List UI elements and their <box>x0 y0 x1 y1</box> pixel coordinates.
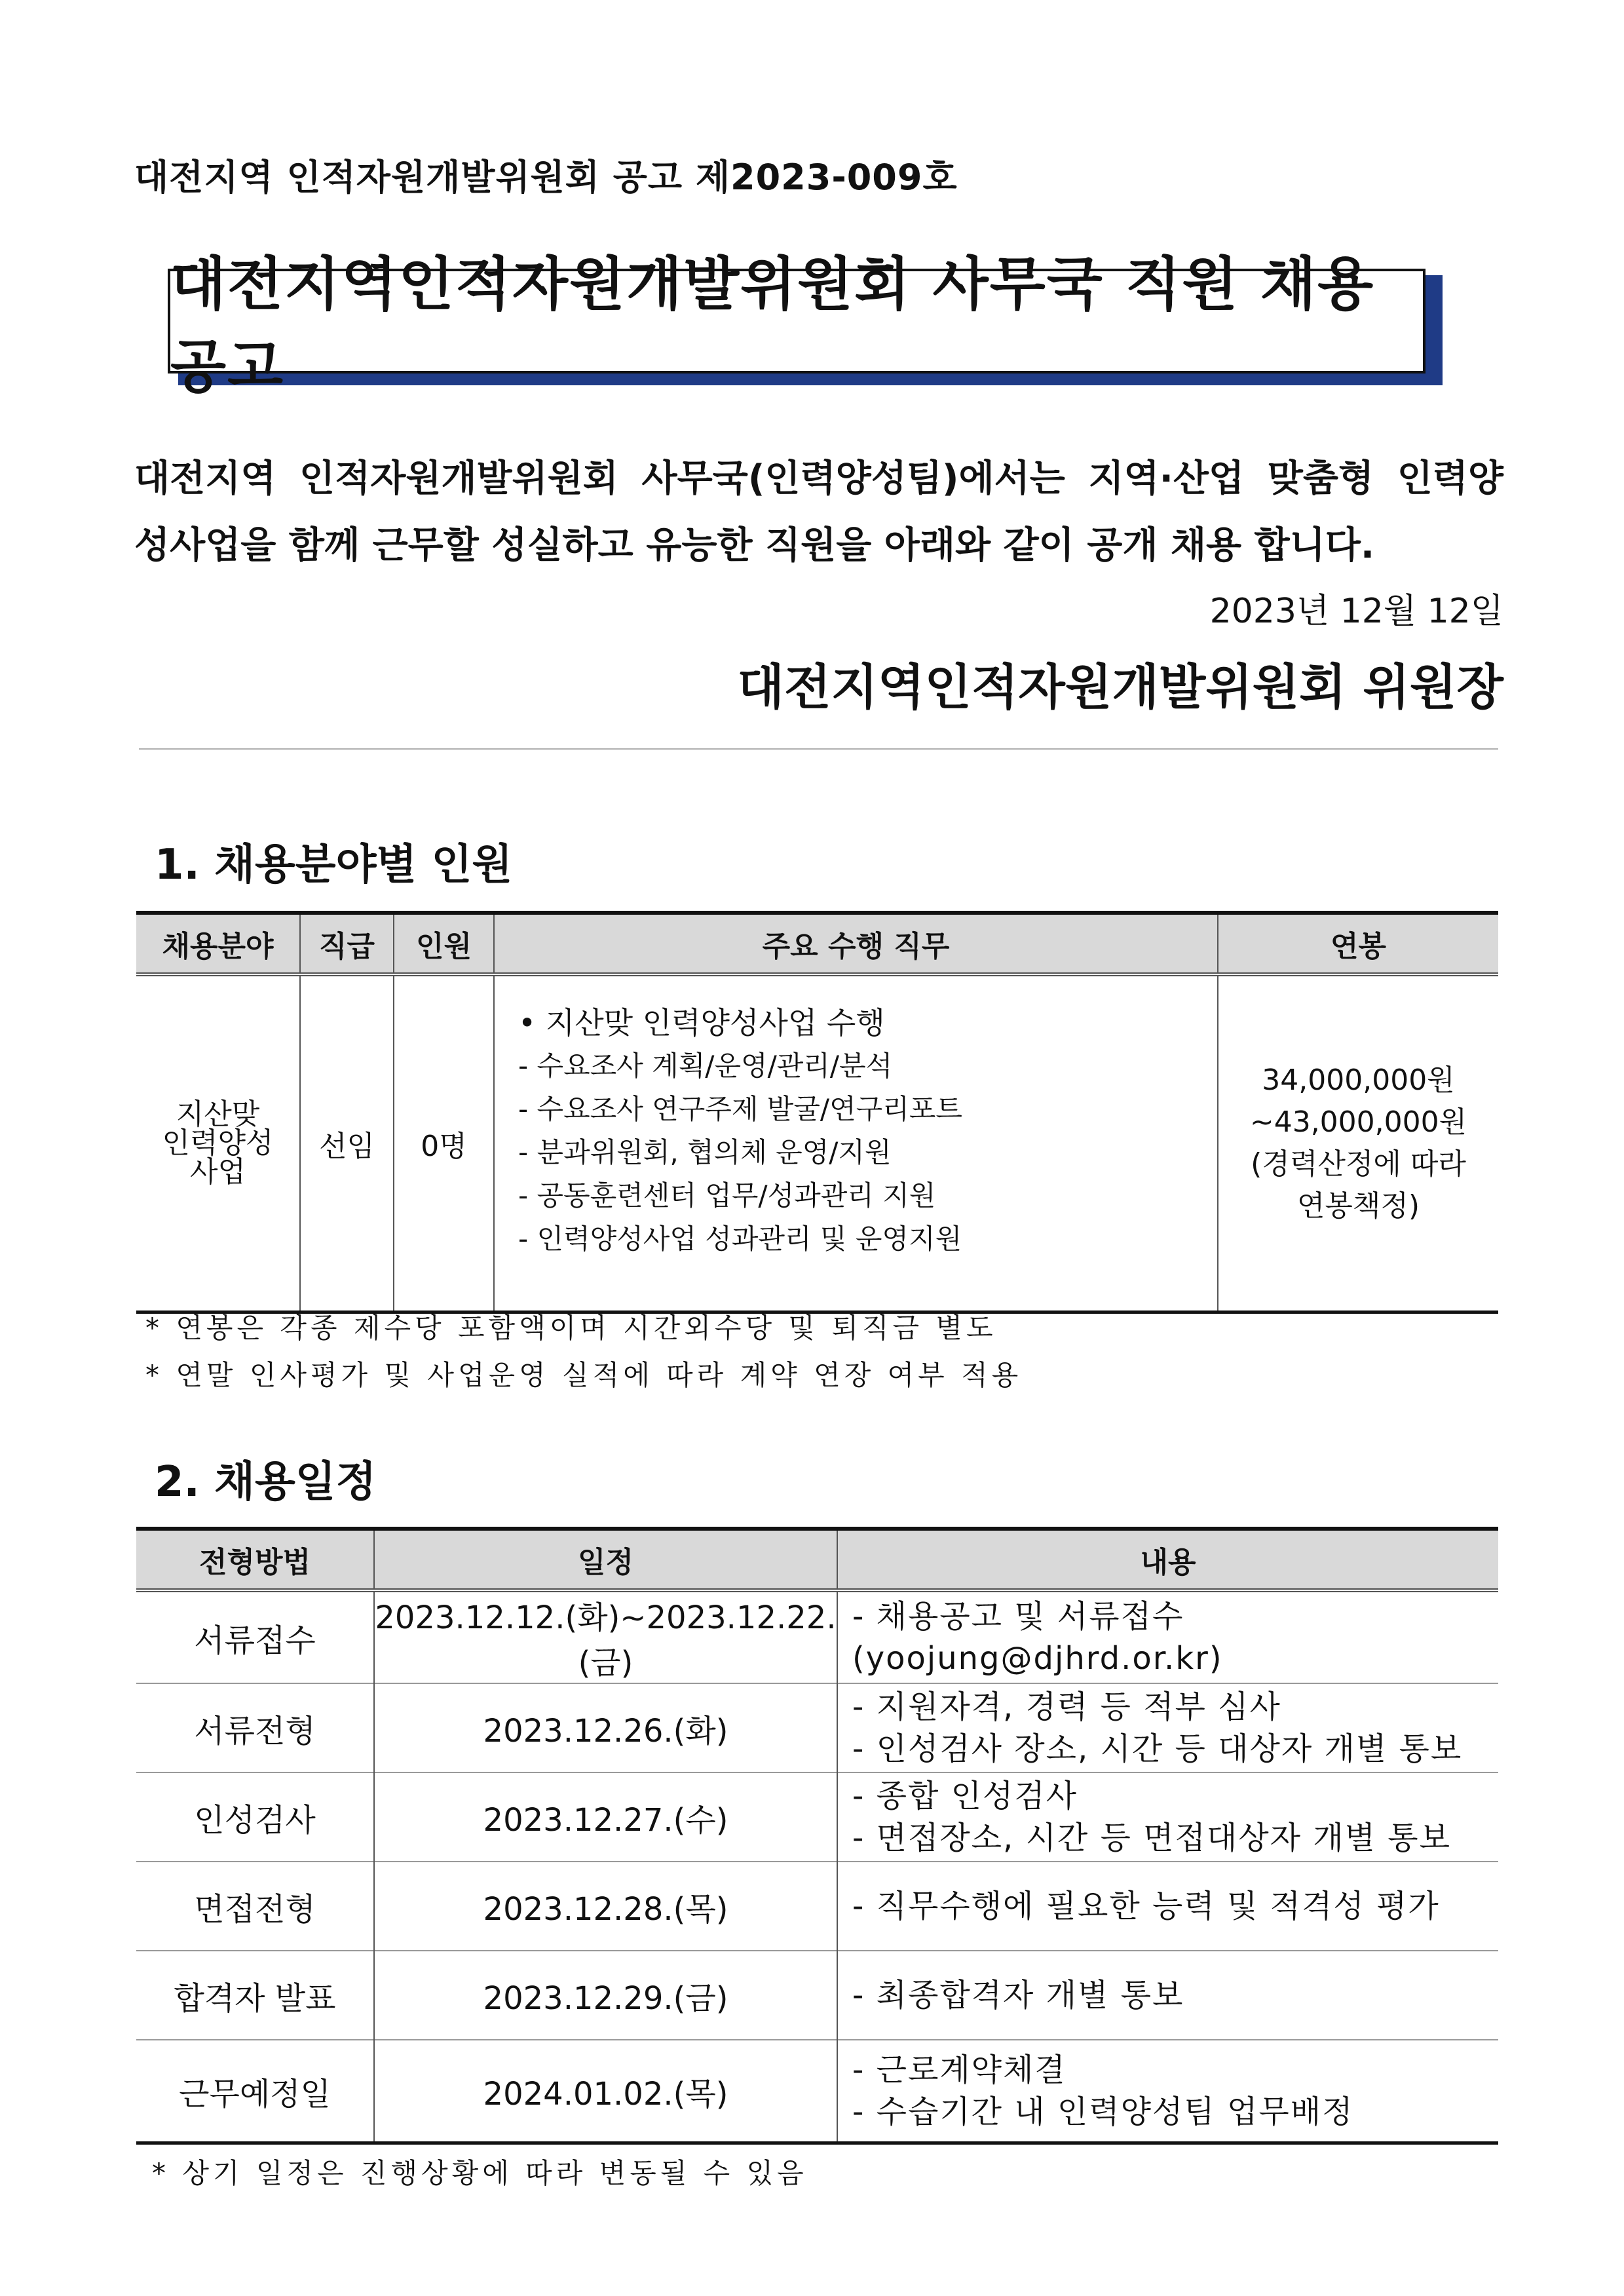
schedule-note: * 상기 일정은 진행상황에 따라 변동될 수 있음 <box>152 2157 808 2189</box>
notice-date: 2023년 12월 12일 <box>1209 592 1503 631</box>
intro-line-2: 성사업을 함께 근무할 성실하고 유능한 직원을 아래와 같이 공개 채용 합니다. <box>134 524 1375 567</box>
issuer: 대전지역인적자원개발위원회 위원장 <box>737 659 1503 716</box>
duty-item: - 공동훈련센터 업무/성과관리 지원 <box>518 1179 936 1212</box>
cell-method: 서류전형 <box>136 1683 374 1772</box>
page-title: 대전지역인적자원개발위원회 사무국 직원 채용 공고 <box>170 250 1375 400</box>
content-line: - 종합 인성검사 <box>852 1778 1078 1814</box>
cell-duty <box>494 974 1218 1312</box>
content-line: - 면접장소, 시간 등 면접대상자 개별 통보 <box>852 1820 1452 1856</box>
salary-line: 연봉책정) <box>1296 1189 1420 1223</box>
table-row <box>136 1590 1498 1683</box>
content-line: - 인성검사 장소, 시간 등 대상자 개별 통보 <box>852 1731 1463 1767</box>
cell-date: 2024.01.02.(목) <box>374 2040 837 2143</box>
cell-date: 2023.12.27.(수) <box>374 1772 837 1862</box>
table-row <box>136 1683 1498 1772</box>
col-header-content: 내용 <box>837 1529 1498 1590</box>
table-row <box>136 1862 1498 1951</box>
title-box <box>168 250 1426 400</box>
content-line: - 채용공고 및 서류접수(yoojung@djhrd.or.kr) <box>852 1598 1223 1677</box>
col-header-count: 인원 <box>394 913 494 974</box>
table-row <box>136 974 1498 1312</box>
duty-item: - 분과위원회, 협의체 운영/지원 <box>518 1136 892 1168</box>
field-line: 인력양성 <box>162 1126 274 1160</box>
table-row <box>136 2040 1498 2143</box>
section-1-heading: 1. 채용분야별 인원 <box>155 841 513 889</box>
cell-field <box>136 974 300 1312</box>
cell-rank: 선임 <box>300 974 394 1312</box>
col-header-method: 전형방법 <box>136 1529 374 1590</box>
cell-content <box>837 1683 1498 1772</box>
salary-line: 34,000,000원 <box>1262 1063 1455 1097</box>
cell-salary <box>1218 974 1498 1312</box>
cell-method: 면접전형 <box>136 1862 374 1951</box>
col-header-salary: 연봉 <box>1218 913 1498 974</box>
content-line: - 근로계약체결 <box>852 2052 1067 2088</box>
intro-paragraph <box>134 446 1503 579</box>
cell-date: 2023.12.26.(화) <box>374 1683 837 1772</box>
cell-method: 인성검사 <box>136 1772 374 1862</box>
cell-method: 근무예정일 <box>136 2040 374 2143</box>
col-header-rank: 직급 <box>300 913 394 974</box>
positions-table <box>136 911 1498 1314</box>
notice-number: 대전지역 인적자원개발위원회 공고 제2023-009호 <box>134 157 958 198</box>
salary-line: (경력산정에 따라 <box>1251 1147 1466 1181</box>
field-line: 사업 <box>189 1155 246 1189</box>
table-row <box>136 1951 1498 2040</box>
content-line: - 수습기간 내 인력양성팀 업무배정 <box>852 2094 1354 2130</box>
cell-date: 2023.12.28.(목) <box>374 1862 837 1951</box>
cell-content <box>837 2040 1498 2143</box>
duty-item: - 수요조사 계획/운영/관리/분석 <box>518 1050 893 1082</box>
cell-content <box>837 1590 1498 1683</box>
salary-line: ~43,000,000원 <box>1249 1105 1467 1139</box>
col-header-date: 일정 <box>374 1529 837 1590</box>
duty-item: - 수요조사 연구주제 발굴/연구리포트 <box>518 1093 962 1125</box>
cell-date: 2023.12.29.(금) <box>374 1951 837 2040</box>
schedule-table <box>136 1527 1498 2145</box>
salary-note: * 연봉은 각종 제수당 포함액이며 시간외수당 및 퇴직금 별도 <box>145 1312 997 1344</box>
content-line: - 직무수행에 필요한 능력 및 적격성 평가 <box>852 1888 1440 1924</box>
content-line: - 최종합격자 개별 통보 <box>852 1977 1184 2014</box>
divider <box>139 748 1498 750</box>
contract-note: * 연말 인사평가 및 사업운영 실적에 따라 계약 연장 여부 적용 <box>145 1359 1023 1391</box>
cell-count: 0명 <box>394 974 494 1312</box>
cell-method: 서류접수 <box>136 1590 374 1683</box>
table-row <box>136 1772 1498 1862</box>
duty-heading: • 지산맞 인력양성사업 수행 <box>518 1005 885 1041</box>
cell-content <box>837 1772 1498 1862</box>
cell-content <box>837 1862 1498 1951</box>
cell-method: 합격자 발표 <box>136 1951 374 2040</box>
content-line: - 지원자격, 경력 등 적부 심사 <box>852 1689 1281 1725</box>
cell-date: 2023.12.12.(화)~2023.12.22.(금) <box>374 1590 837 1683</box>
col-header-field: 채용분야 <box>136 913 300 974</box>
intro-line-1: 대전지역 인적자원개발위원회 사무국(인력양성팀)에서는 지역·산업 맞춤형 인력양 <box>134 457 1503 500</box>
col-header-duty: 주요 수행 직무 <box>494 913 1218 974</box>
field-line: 지산맞 <box>176 1098 260 1131</box>
duty-item: - 인력양성사업 성과관리 및 운영지원 <box>518 1223 962 1255</box>
cell-content <box>837 1951 1498 2040</box>
section-2-heading: 2. 채용일정 <box>155 1458 377 1506</box>
